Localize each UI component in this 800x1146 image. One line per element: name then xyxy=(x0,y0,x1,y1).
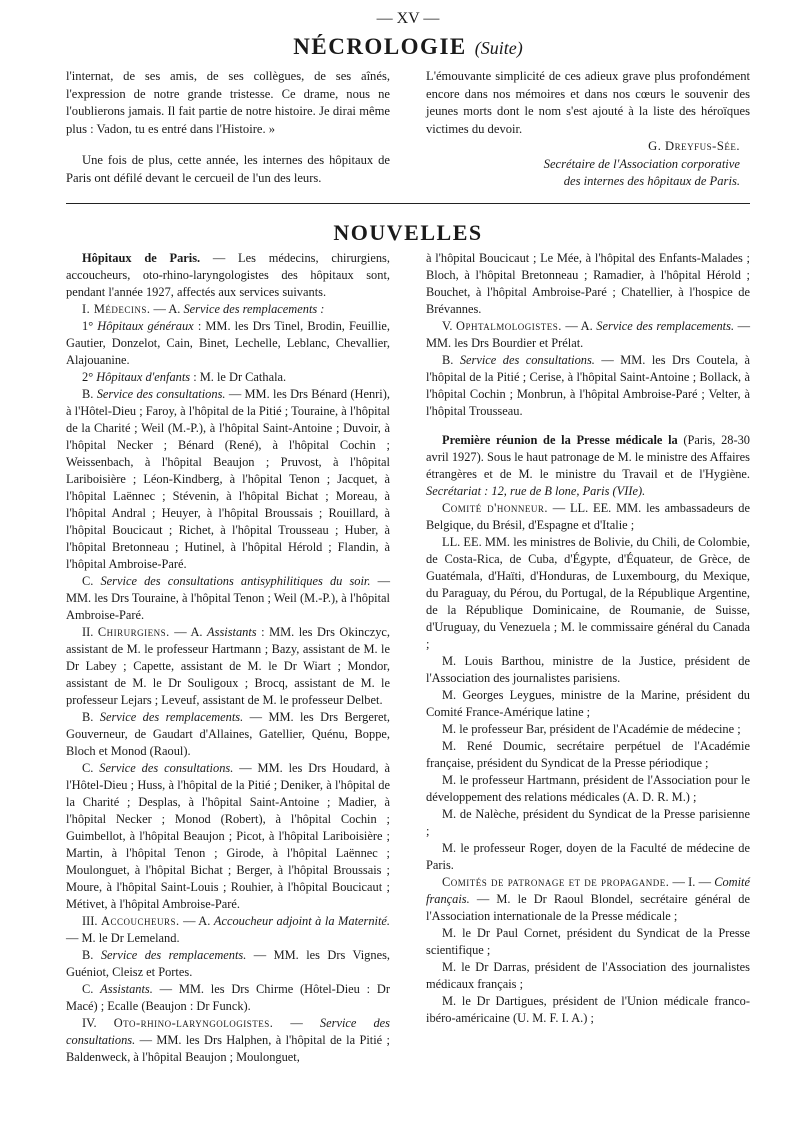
necrologie-title: NÉCROLOGIE xyxy=(293,34,467,59)
paragraph: M. le Dr Darras, président de l'Association des journalistes médicaux français ; xyxy=(426,959,750,991)
paragraph: M. le Dr Dartigues, président de l'Union médicale franco-ibéro-américaine (U. M. F. I. A.) ; xyxy=(426,993,750,1025)
paragraph: Comités de patronage et de propagande. — I. — Comité français. — M. le Dr Raoul Blondel, secrétaire général de l'Association internationale de la Presse médicale ; xyxy=(426,874,750,923)
paragraph: C. Assistants. — MM. les Drs Chirme (Hôtel-Dieu : Dr Macé) ; Ecalle (Beaujon : Dr Funck). xyxy=(66,981,390,1013)
paragraph: B. Service des remplacements. — MM. les Drs Vignes, Guéniot, Cleisz et Portes. xyxy=(66,947,390,979)
necrologie-subtitle: (Suite) xyxy=(474,38,523,58)
paragraph: V. Ophtalmologistes. — A. Service des remplacements. — MM. les Drs Bourdier et Prélat. xyxy=(426,318,750,350)
section-divider xyxy=(66,203,750,204)
signature-title: Secrétaire de l'Association corporative xyxy=(543,156,740,171)
nouvelles-columns xyxy=(66,250,750,1066)
paragraph: B. Service des consultations. — MM. les Drs Bénard (Henri), à l'Hôtel-Dieu ; Faroy, à l'hôpital de la Pitié ; Touraine, à l'hôpital de la Charité ; Weil (M.-P.), à l'hôpital Saint-Antoine ; Duvoir, à l'hôpital Necker ; Bénard (René), à l'hôpital Cochin ; Weissenbach, à l'hôpital Beaujon ; Pruvost, à l'hôpital Lariboisière ; Léon-Kindberg, à l'hôpital Tenon ; Jacquet, à l'hôpital Laënnec ; Stévenin, à l'hôpital Bichat ; Moreau, à l'hôpital Andral ; Heuyer, à l'hôpital Broussais ; Rouillard, à l'hôpital Boucicaut ; Richet, à l'hôpital Trousseau ; Huber, à l'hôpital Bretonneau ; Hutinel, à l'hôpital Hérold ; Flandin, à l'hôpital Ambroise-Paré. xyxy=(66,386,390,571)
paragraph: Hôpitaux de Paris. — Les médecins, chirurgiens, accoucheurs, oto-rhino-laryngologistes des hôpitaux sont, pendant l'année 1927, affectés aux services suivants. xyxy=(66,250,390,299)
signature-title: des internes des hôpitaux de Paris. xyxy=(563,174,740,188)
necrologie-right-column xyxy=(426,68,750,191)
page-number: — XV — xyxy=(376,10,440,27)
paragraph: Comité d'honneur. — LL. EE. MM. les ambassadeurs de Belgique, du Brésil, d'Espagne et d'Italie ; xyxy=(426,500,750,532)
paragraph: 2° Hôpitaux d'enfants : M. le Dr Cathala. xyxy=(82,369,287,384)
paragraph: Une fois de plus, cette année, les internes des hôpitaux de Paris ont défilé devant le cercueil de l'un des leurs. xyxy=(66,153,390,185)
nouvelles-right-column xyxy=(426,250,750,1066)
paragraph: M. René Doumic, secrétaire perpétuel de l'Académie française, président du Syndicat de la Presse périodique ; xyxy=(426,738,750,770)
lead-heading: Hôpitaux de Paris. xyxy=(82,250,201,265)
paragraph: C. Service des consultations. — MM. les Drs Houdard, à l'Hôtel-Dieu ; Huss, à l'hôpital de la Pitié ; Deniker, à l'hôpital de la Charité ; Desplas, à l'hôpital Saint-Antoine ; Madier, à l'hôpital Necker ; Monod (Robert), à l'hôpital Cochin ; Guimbellot, à l'hôpital Beaujon ; Picot, à l'hôpital Lariboisière ; Martin, à l'hôpital Tenon ; Girode, à l'hôpital Laënnec ; Moulonguet, à l'hôpital Bichat ; Berger, à l'hôpital Broussais ; Moure, à l'hôpital Saint-Louis ; Rouhier, à l'hôpital Boucicaut ; Métivet, à l'hôpital Ambroise-Paré. xyxy=(66,760,390,911)
paragraph: 1° Hôpitaux généraux : MM. les Drs Tinel, Brodin, Feuillie, Gautier, Donzelot, Cain, Binet, Lechelle, Leblanc, Chevallier, Alajouanine. xyxy=(66,318,390,367)
paragraph: M. le Dr Paul Cornet, président du Syndicat de la Presse scientifique ; xyxy=(426,925,750,957)
paragraph: Première réunion de la Presse médicale la (Paris, 28-30 avril 1927). Sous le haut patronage de M. le ministre des Affaires étrangères et de M. le ministre du Travail et de l'Hygiène. Secrétariat : 12, rue de B lone, Paris (VIIe). xyxy=(426,432,750,498)
paragraph: l'internat, de ses amis, de ses collègues, de ses aînés, l'expression de notre grande tristesse. Ce drame, nous ne l'oublierons jamais. Il fait partie de notre histoire. Je dirai même plus : Vadon, tu es entré dans l'Histoire. » xyxy=(66,69,390,136)
paragraph: IV. Oto-rhino-laryngologistes. — Service des consultations. — MM. les Drs Halphen, à l'hôpital de la Pitié ; Baldenweck, à l'hôpital Beaujon ; Moulonguet, xyxy=(66,1015,390,1064)
necrologie-heading xyxy=(66,34,750,68)
paragraph: M. le professeur Roger, doyen de la Faculté de médecine de Paris. xyxy=(426,840,750,872)
paragraph: B. Service des consultations. — MM. les Drs Coutela, à l'hôpital de la Pitié ; Cerise, à l'hôpital Saint-Antoine ; Bollack, à l'hôpital Cochin ; Monbrun, à l'hôpital Ambroise-Paré ; Velter, à l'hôpital Trousseau. xyxy=(426,352,751,418)
paragraph: B. Service des remplacements. — MM. les Drs Bergeret, Gouverneur, de Gaudart d'Allaines, Gatellier, Quénu, Boppe, Bloch et Monod (Raoul). xyxy=(66,709,390,758)
necrologie-columns xyxy=(66,68,750,191)
paragraph: L'émouvante simplicité de ces adieux grave plus profondément encore dans nos mémoires et dans nos cœurs le souvenir des jeunes morts dont le nom s'est ajouté à la liste des héroïques victimes du devoir. xyxy=(426,69,750,136)
signature-name: G. Dreyfus-Sée. xyxy=(648,139,740,153)
paragraph: M. le professeur Hartmann, président de l'Association pour le développement des relations médicales (A. D. R. M.) ; xyxy=(426,772,750,804)
paragraph: M. Louis Barthou, ministre de la Justice, président de l'Association des journalistes parisiens. xyxy=(426,653,750,685)
paragraph: à l'hôpital Boucicaut ; Le Mée, à l'hôpital des Enfants-Malades ; Bloch, à l'hôpital Bretonneau ; Ramadier, à l'hôpital Hérold ; Bouchet, à l'hôpital Ambroise-Paré ; Chatellier, à l'hospice de Brévannes. xyxy=(426,250,750,316)
paragraph: III. Accoucheurs. — A. Accoucheur adjoint à la Maternité. — M. le Dr Lemeland. xyxy=(66,913,391,945)
paragraph: II. Chirurgiens. — A. Assistants : MM. les Drs Okinczyc, assistant de M. le professeur Hartmann ; Bazy, assistant de M. le Dr Labey ; Capette, assistant de M. le Dr Wiart ; Mondor, assistant de M. le Dr Souligoux ; Brocq, assistant de M. le professeur Lejars ; Leveuf, assistant de M. le professeur Delbet. xyxy=(66,624,391,707)
lead-heading: Première réunion de la Presse médicale la xyxy=(442,432,678,447)
paragraph: M. de Nalèche, président du Syndicat de la Presse parisienne ; xyxy=(426,806,750,838)
paragraph: I. Médecins. — A. Service des remplacements : xyxy=(82,301,325,316)
necrologie-left-column xyxy=(66,68,390,191)
paragraph: C. Service des consultations antisyphilitiques du soir. — MM. les Drs Touraine, à l'hôpital Tenon ; Weil (M.-P.), à l'hôpital Ambroise-Paré. xyxy=(66,573,390,622)
nouvelles-left-column xyxy=(66,250,390,1066)
paragraph: M. le professeur Bar, président de l'Académie de médecine ; xyxy=(442,721,741,736)
nouvelles-title: NOUVELLES xyxy=(333,219,483,245)
paragraph: M. Georges Leygues, ministre de la Marine, président du Comité France-Amérique latine ; xyxy=(426,687,750,719)
paragraph: LL. EE. MM. les ministres de Bolivie, du Chili, de Colombie, de Costa-Rica, de Cuba, d'Égypte, d'Équateur, de Grèce, de Guatémala, d'Haïti, d'Honduras, de Luxembourg, du Mexique, du Paraguay, du Pérou, du Portugal, de la République Argentine, de la République Dominicaine, de Roumanie, de Suisse, d'Uruguay, du Venezuela ; M. le commissaire général du Canada ; xyxy=(426,534,750,651)
